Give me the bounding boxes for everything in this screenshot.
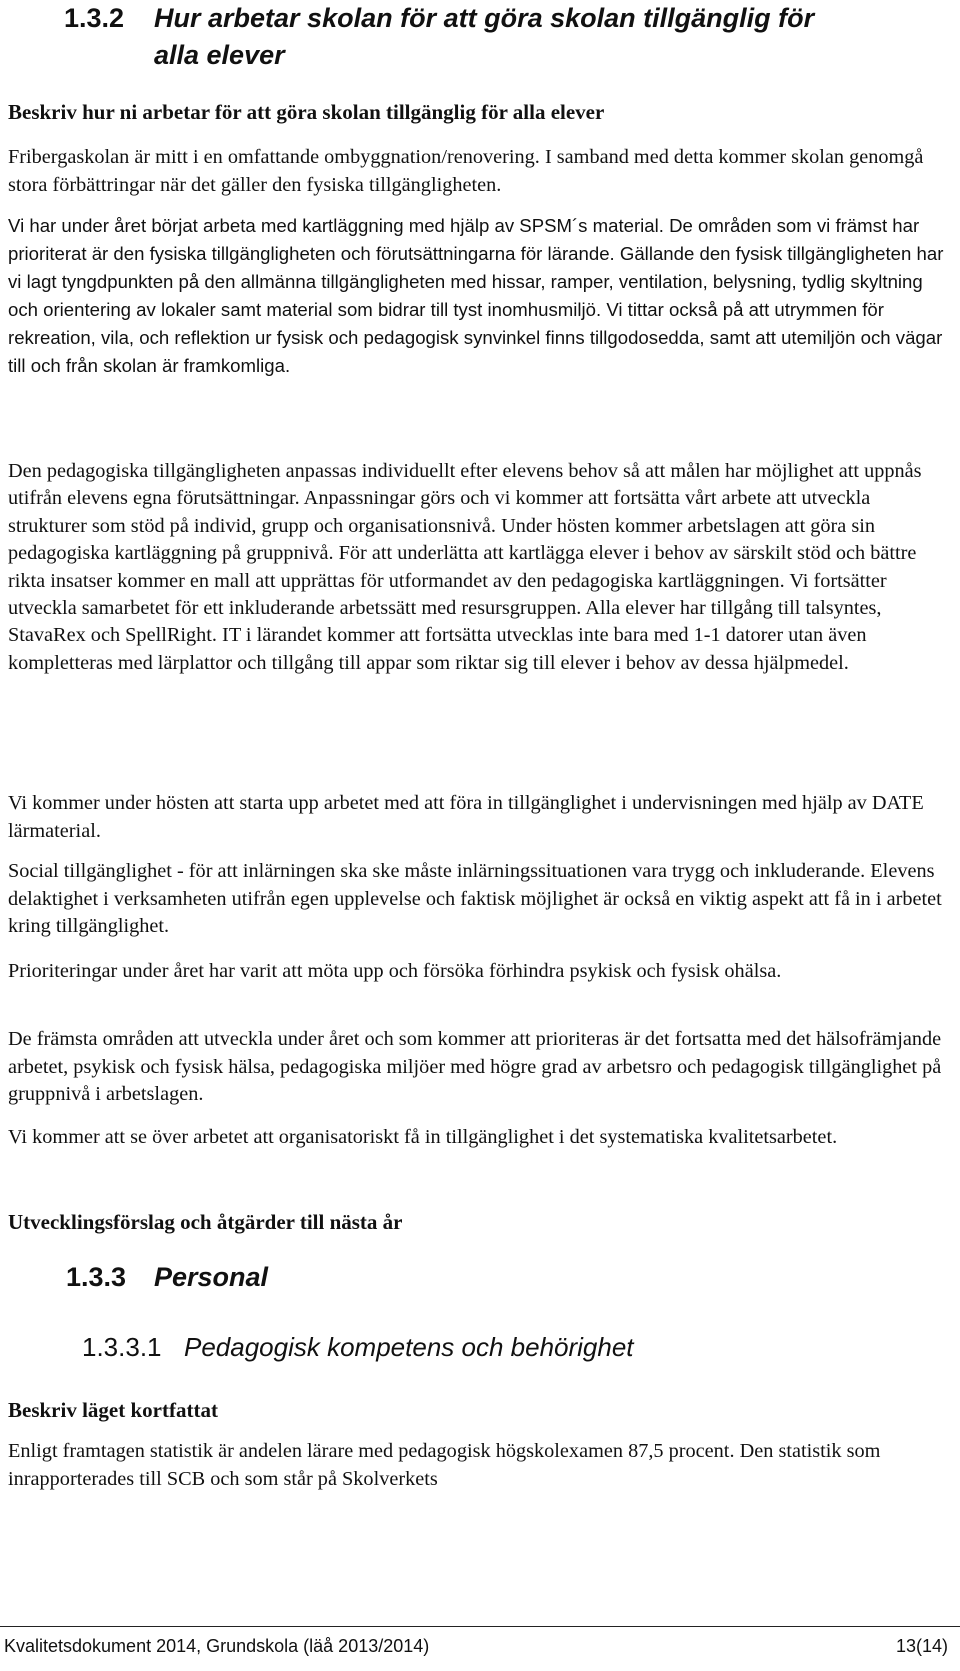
subheading-proposals: Utvecklingsförslag och åtgärder till nästa år: [8, 1210, 403, 1234]
paragraph-date-material: Vi kommer under hösten att starta upp arbetet med att föra in tillgänglighet i undervisningen med hjälp av DATE lärmaterial.: [8, 792, 924, 842]
section-title: Pedagogisk kompetens och behörighet: [184, 1332, 634, 1362]
section-title: Personal: [154, 1262, 269, 1292]
paragraph-social: Social tillgänglighet - för att inlärningen ska ske måste inlärningssituationen vara trygg och inkluderande. Elevens delaktighet i verksamheten utifrån egen upplevelse och faktisk möjlighet är också en viktig aspekt att få in i arbetet kring tillgänglighet.: [8, 860, 942, 937]
section-heading-1-3-3-1: [82, 1332, 634, 1363]
subheading-brief: Beskriv läget kortfattat: [8, 1398, 218, 1422]
paragraph-pedagogical: Den pedagogiska tillgängligheten anpassas individuellt efter elevens behov så att målen har möjlighet att uppnås utifrån elevens egna förutsättningar. Anpassningar görs och vi kommer att fortsätta vårt arbete att utveckla strukturer som stöd på individ, grupp och organisationsnivå. Under hösten kommer arbetslagen att göra sin pedagogiska kartläggning på gruppnivå. För att underlätta att kartlägga elever i behov av särskilt stöd och bättre rikta insatser kommer en mall att upprättas för utformandet av den pedagogiska kartläggningen. Vi fortsätter utveckla samarbetet för ett inkluderande arbetssätt med resursgruppen. Alla elever har tillgång till talsyntes, StavaRex och SpellRight. IT i lärandet kommer att fortsätta utvecklas inte bara med 1-1 datorer utan även kompletteras med lärplattor och tillgång till appar som riktar sig till elever i behov av dessa hjälpmedel.: [8, 460, 922, 674]
paragraph-priorities: Prioriteringar under året har varit att möta upp och försöka förhindra psykisk och fysisk ohälsa.: [8, 960, 782, 982]
paragraph-spsm: Vi har under året börjat arbeta med kartläggning med hjälp av SPSM´s material. De områden som vi främst har prioriterat är den fysiska tillgängligheten och förutsättningarna för lärande. Gällande den fysisk tillgängligheten har vi lagt tyngdpunkten på den allmänna tillgängligheten med hissar, ramper, ventilation, belysning, tydlig skyltning och orientering av lokaler samt material som bidrar till tyst inomhusmiljö. Vi tittar också på att utrymmen för rekreation, vila, och reflektion ur fysisk och pedagogisk synvinkel finns tillgodosedda, samt att utemiljön och vägar till och från skolan är framkomliga.: [8, 215, 944, 376]
paragraph-systematic: Vi kommer att se över arbetet att organisatoriskt få in tillgänglighet i det systematiska kvalitetsarbetet.: [8, 1126, 838, 1148]
footer-document-title: Kvalitetsdokument 2014, Grundskola (läå 2013/2014): [4, 1636, 430, 1656]
section-number: 1.3.2: [64, 3, 125, 33]
section-title-line1: Hur arbetar skolan för att göra skolan tillgänglig för: [154, 3, 815, 33]
paragraph-statistics: Enligt framtagen statistik är andelen lärare med pedagogisk högskolexamen 87,5 procent. Den statistik som inrapporterades till SCB och som står på Skolverkets: [8, 1440, 881, 1490]
section-heading-1-3-3: [66, 1262, 268, 1293]
section-title-line2: alla elever: [154, 40, 285, 70]
footer-page-number: 13(14): [895, 1636, 948, 1656]
footer-divider: [0, 1626, 960, 1627]
paragraph-development-areas: De främsta områden att utveckla under året och som kommer att prioriteras är det fortsatta med det hälsofrämjande arbetet, psykisk och fysisk hälsa, pedagogiska miljöer med högre grad av arbetsro och pedagogisk tillgänglighet på gruppnivå i arbetslagen.: [8, 1028, 942, 1105]
section-number: 1.3.3.1: [82, 1332, 162, 1362]
paragraph-renovation: Fribergaskolan är mitt i en omfattande ombyggnation/renovering. I samband med detta kommer skolan genomgå stora förbättringar när det gäller den fysiska tillgängligheten.: [8, 146, 924, 196]
subheading-describe: Beskriv hur ni arbetar för att göra skolan tillgänglig för alla elever: [8, 100, 605, 124]
section-number: 1.3.3: [66, 1262, 127, 1292]
section-heading-1-3-2: [64, 0, 944, 74]
